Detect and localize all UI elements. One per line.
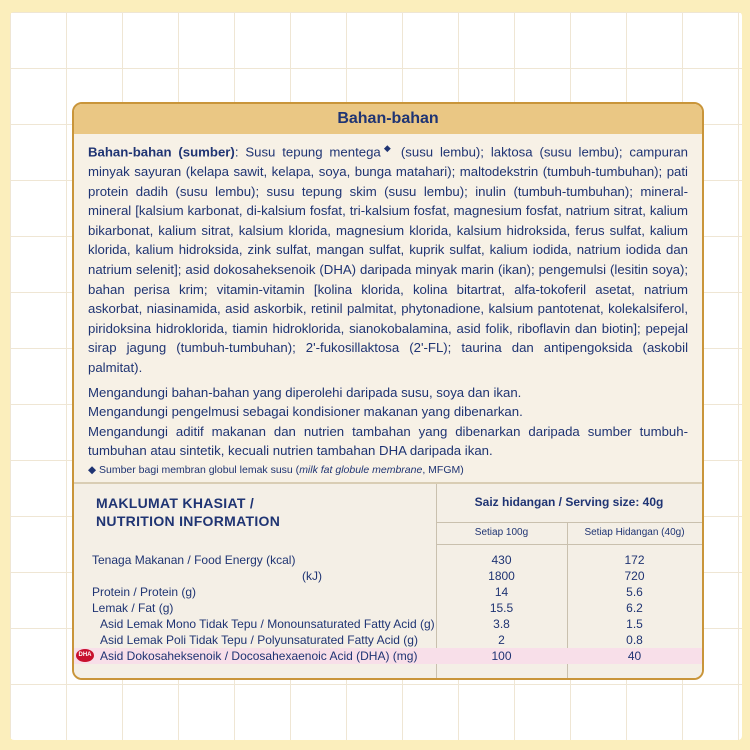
column-header-per-100g: Setiap 100g [474,527,529,538]
statement-2: Mengandungi pengelmusi sebagai kondisioner makanan yang dibenarkan. [88,404,523,420]
footnote [88,461,688,481]
ingredients-paragraph [88,139,688,378]
row-value-100g: 3.8 [493,617,510,631]
diamond-marker: ◆ [380,143,395,153]
row-label: Asid Dokosaheksenoik / Docosahexaenoic Acid (DHA) (mg) [100,649,418,663]
row-value-serving: 5.6 [626,585,643,599]
background-card [10,12,742,740]
row-label: Protein / Protein (g) [92,585,197,599]
statement-1: Mengandungi bahan-bahan yang diperolehi daripada susu, soya dan ikan. [88,384,522,400]
footnote-symbol: ◆ [88,463,97,476]
ingredients-first-item: : Susu tepung mentega [234,144,381,160]
row-label: Lemak / Fat (g) [92,601,174,615]
ingredients-block [74,134,702,480]
row-value-100g: 430 [491,553,512,567]
serving-size: Saiz hidangan / Serving size: 40g [436,484,702,523]
table-row [74,584,702,600]
nutrition-title [96,494,280,530]
footnote-tail: , MFGM) [422,463,464,476]
ingredients-body: (susu lembu); laktosa (susu lembu); campuran minyak sayuran (kelapa sawit, kelapa, soya, bunga matahari); maltodekstrin (tumbuh-tumbuhan); pati protein dadih (susu lembu); susu tepung skim (susu lembu); inulin (tumbuh-tumbuhan); mineral-mineral [kalsium karbonat, di-kalsium fosfat, tri-kalsium fosfat, magnesium fosfat, natrium sitrat, kalium bikarbonat, kalium sitrat, kalsium klorida, magnesium klorida, kalsium hidroksida, ferus sulfat, kalium klorida, kalium hidroksida, zink sulfat, mangan sulfat, kuprik sulfat, kalium iodida, natrium iodida dan natrium selenit]; asid dokosaheksenoik (DHA) daripada minyak marin (ikan); pengemulsi (lesitin soya); bahan perisa krim; vitamin-vitamin [kolina klorida, kolina bitartrat, alfa-tokoferil asetat, natrium askorbat, niasinamida, asid askorbik, retinil palmitat, phytonadione, kalsium pantotenat, kolekalsiferol, piridoksina hidroklorida, tiamin hidroklorida, sianokobalamina, asid folik, riboflavin dan biotin]; pepejal sirap jagung (tumbuh-tumbuhan); 2'-fukosillaktosa (2'-FL); taurina dan antipengoksida (askobil palmitat). [88,144,689,375]
header-divider [436,544,702,545]
row-value-100g: 100 [491,649,512,663]
table-row [74,616,702,632]
table-row-dha [74,648,702,664]
row-value-serving: 172 [624,553,645,567]
row-value-100g: 2 [498,633,505,647]
row-value-100g: 14 [494,585,509,599]
row-label: (kJ) [302,569,322,583]
table-row [74,552,702,568]
nutrition-title-line1: MAKLUMAT KHASIAT / [96,495,255,511]
statement-3: Mengandungi aditif makanan dan nutrien tambahan yang dibenarkan daripada sumber tumbuh-tumbuhan atau sintetik, kecuali nutrien tambahan DHA daripada ikan. [88,423,688,459]
row-label: Asid Lemak Mono Tidak Tepu / Monounsaturated Fatty Acid (g) [100,617,435,631]
nutrition-table [74,482,702,680]
row-value-serving: 6.2 [626,601,643,615]
panel-title: Bahan-bahan [74,104,702,134]
table-row [74,632,702,648]
footnote-italic: milk fat globule membrane [299,463,423,476]
table-row [74,568,702,584]
ingredients-panel [72,102,704,680]
dha-badge-icon: DHA [76,649,94,662]
row-value-serving: 40 [627,649,642,663]
row-value-100g: 1800 [488,569,515,583]
row-label: Tenaga Makanan / Food Energy (kcal) [92,553,296,567]
row-label: Asid Lemak Poli Tidak Tepu / Polyunsaturated Fatty Acid (g) [100,633,418,647]
row-value-100g: 15.5 [489,601,514,615]
footnote-text: Sumber bagi membran globul lemak susu ( [96,463,300,476]
row-value-serving: 0.8 [626,633,643,647]
nutrition-title-line2: NUTRITION INFORMATION [96,513,281,529]
ingredients-lead: Bahan-bahan (sumber) [88,144,235,160]
table-row [74,600,702,616]
column-header-per-serving: Setiap Hidangan (40g) [584,527,685,538]
row-value-serving: 720 [624,569,645,583]
row-value-serving: 1.5 [626,617,643,631]
